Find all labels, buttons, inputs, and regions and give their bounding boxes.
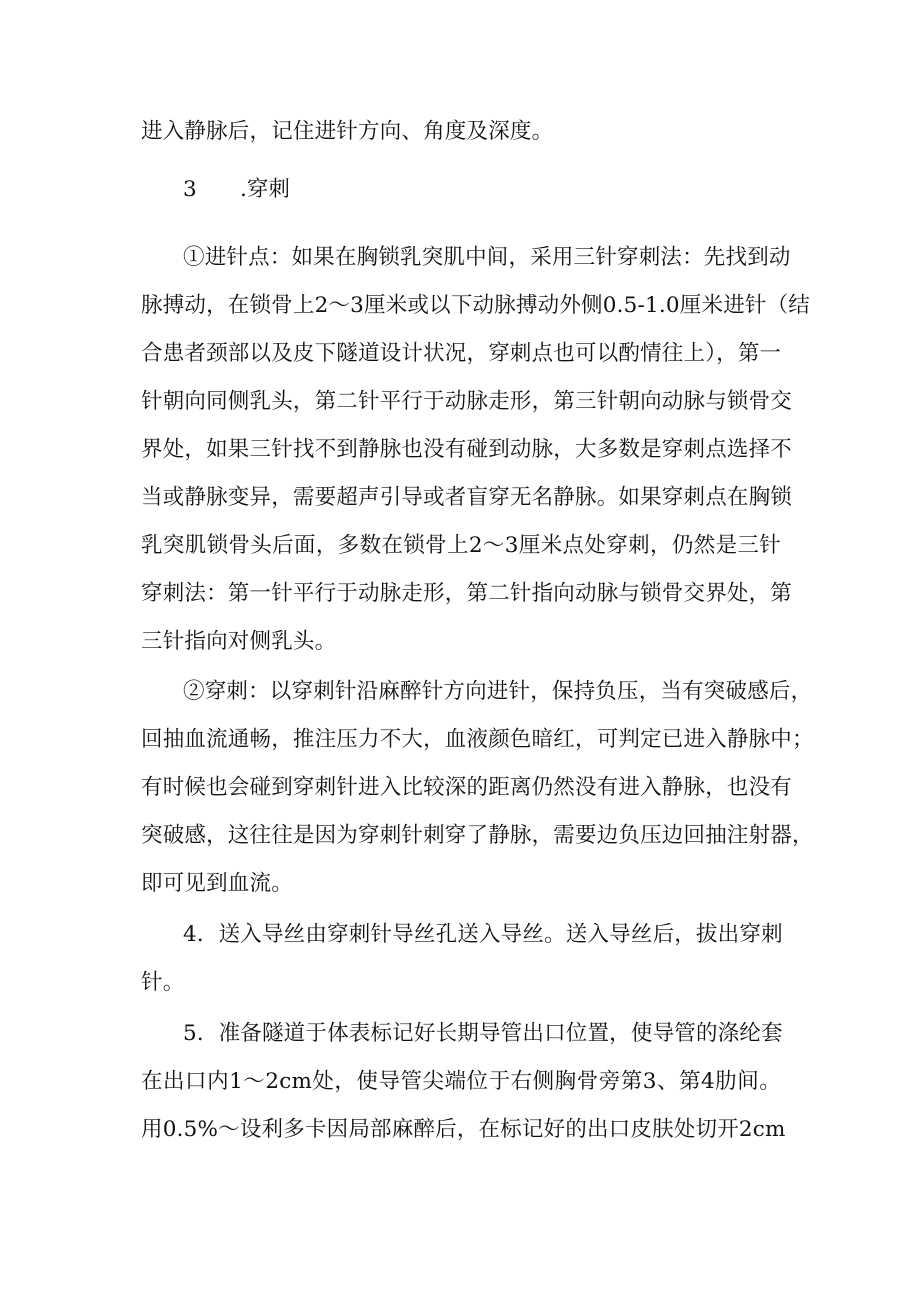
- text-line: 在出口内1～2cm处，使导管尖端位于右侧胸骨旁第3、第4肋间。: [141, 1069, 781, 1094]
- section-number: 3: [183, 177, 197, 202]
- text-line: 5．准备隧道于体表标记好长期导管出口位置，使导管的涤纶套: [183, 1021, 783, 1046]
- text-line: 针朝向同侧乳头，第二针平行于动脉走形，第三针朝向动脉与锁骨交: [141, 389, 793, 414]
- text-line: 当或静脉变异，需要超声引导或者盲穿无名静脉。如果穿刺点在胸锁: [141, 485, 793, 510]
- text-line: ②穿刺：以穿刺针沿麻醉针方向进针，保持负压，当有突破感后，: [183, 679, 813, 704]
- text-line: 即可见到血流。: [141, 871, 293, 896]
- text-line: 4．送入导丝由穿刺针导丝孔送入导丝。送入导丝后，拔出穿刺: [183, 922, 783, 947]
- text-line: 针。: [141, 970, 185, 995]
- text-line: 进入静脉后，记住进针方向、角度及深度。: [141, 119, 554, 144]
- text-line: ①进针点：如果在胸锁乳突肌中间，采用三针穿刺法：先找到动: [183, 245, 791, 270]
- text-line: 乳突肌锁骨头后面，多数在锁骨上2～3厘米点处穿刺，仍然是三针: [141, 533, 781, 558]
- text-line: 合患者颈部以及皮下隧道设计状况，穿刺点也可以酌情往上），第一: [141, 341, 782, 366]
- text-line: 用0.5%～设利多卡因局部麻醉后，在标记好的出口皮肤处切开2cm: [141, 1117, 786, 1142]
- text-line: 穿刺法：第一针平行于动脉走形，第二针指向动脉与锁骨交界处，第: [141, 581, 793, 606]
- text-line: 界处，如果三针找不到静脉也没有碰到动脉，大多数是穿刺点选择不: [141, 437, 793, 462]
- text-line: 三针指向对侧乳头。: [141, 629, 337, 654]
- text-line: 回抽血流通畅，推注压力不大，血液颜色暗红，可判定已进入静脉中；: [141, 727, 814, 752]
- text-line: 突破感，这往往是因为穿刺针刺穿了静脉，需要边负压边回抽注射器，: [141, 823, 814, 848]
- text-line: 脉搏动，在锁骨上2～3厘米或以下动脉搏动外侧0.5-1.0厘米进针（结: [141, 293, 811, 318]
- section-heading: .穿刺: [240, 177, 290, 202]
- text-line: 有时候也会碰到穿刺针进入比较深的距离仍然没有进入静脉，也没有: [141, 775, 793, 800]
